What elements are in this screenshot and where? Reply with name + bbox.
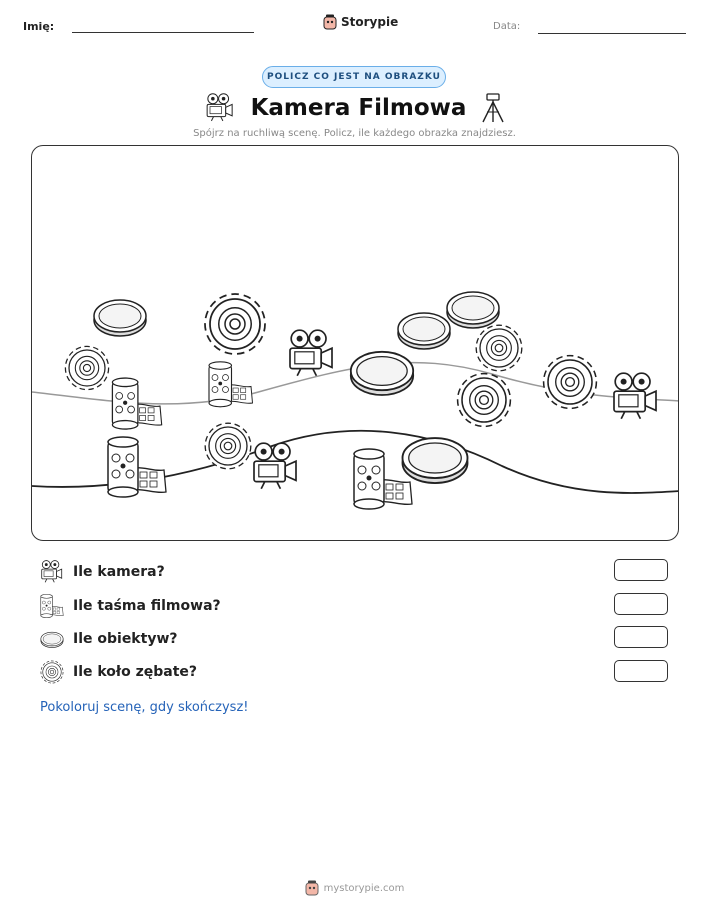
film-reel-3 [108,437,166,497]
title-row [0,92,709,124]
lens-1 [94,300,146,336]
question-lens [40,626,178,652]
answer-box-lens[interactable] [614,626,668,648]
gear-icon [40,660,64,684]
camera-1 [290,330,332,376]
task-badge: POLICZ CO JEST NA OBRAZKU [262,66,446,88]
lens-5 [403,438,468,483]
tripod-icon [480,92,506,124]
name-line[interactable] [72,32,254,33]
question-label: Ile taśma filmowa? [73,598,221,614]
answer-box-film-reel[interactable] [614,593,668,615]
question-label: Ile koło zębate? [73,664,198,680]
date-label: Data: [493,21,521,32]
gear-2 [205,294,265,354]
gear-1 [65,346,108,389]
lens-icon [40,627,64,651]
lens-3 [447,292,499,328]
camera-icon [40,560,64,584]
scene-illustration [32,146,679,541]
answer-box-gear[interactable] [614,660,668,682]
page-title: Kamera Filmowa [250,95,467,121]
question-gear [40,659,197,685]
storypie-icon [305,880,319,896]
brand-logo [323,14,398,30]
scene-frame [31,145,679,541]
question-label: Ile kamera? [73,564,165,580]
lens-2 [398,313,450,349]
gear-4 [458,374,511,427]
film-reel-icon [40,594,64,618]
lens-4 [351,352,413,395]
footer [0,880,709,896]
question-label: Ile obiektyw? [73,631,178,647]
coloring-message: Pokoloruj scenę, gdy skończysz! [40,700,249,715]
camera-2 [614,373,656,419]
instructions: Spójrz na ruchliwą scenę. Policz, ile każdego obrazka znajdziesz. [193,128,516,139]
footer-brand: mystorypie.com [323,882,405,894]
camera-icon [203,93,237,123]
gear-6 [205,423,251,469]
gear-5 [544,356,597,409]
film-reel-2 [209,362,253,407]
answer-box-camera[interactable] [614,559,668,581]
brand-name: Storypie [341,15,399,29]
name-label: Imię: [23,20,55,33]
question-film-reel [40,593,221,619]
date-line[interactable] [538,33,686,34]
question-camera [40,559,165,585]
camera-3 [254,443,296,489]
storypie-icon [323,14,337,30]
gear-3 [476,325,522,371]
